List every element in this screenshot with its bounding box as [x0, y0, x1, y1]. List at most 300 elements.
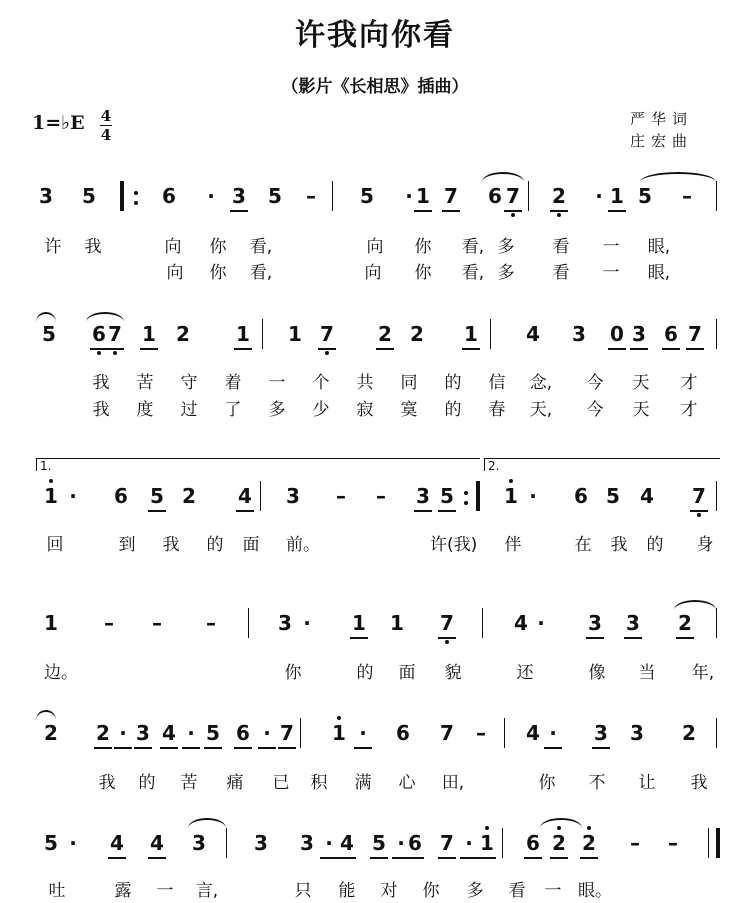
- lyric-syllable: 天: [632, 400, 650, 420]
- lyric-syllable: 一: [602, 237, 620, 257]
- lyric-syllable: 你: [209, 263, 227, 283]
- note: 7: [440, 185, 462, 207]
- note: 3: [286, 484, 300, 508]
- underline: [524, 857, 542, 859]
- note: 6: [114, 484, 128, 508]
- lyric-syllable: 的: [206, 535, 224, 555]
- lyric-syllable: 我: [98, 773, 116, 793]
- barline: [716, 608, 717, 638]
- note: 2: [674, 612, 696, 634]
- underline: [350, 637, 368, 639]
- high-octave-dot: [509, 479, 513, 483]
- lyric-syllable: 看: [552, 263, 570, 283]
- note: 1: [44, 611, 58, 635]
- lyric-syllable: 能: [338, 881, 356, 901]
- note: 0: [606, 323, 628, 345]
- lyric-syllable: 你: [414, 263, 432, 283]
- lyric-syllable: 你: [422, 881, 440, 901]
- lyric-syllable: 了: [224, 400, 242, 420]
- underline: [258, 747, 276, 749]
- note: 7: [440, 721, 454, 745]
- tie-slur: [36, 710, 56, 720]
- note: 7: [688, 485, 710, 507]
- note: 6: [396, 721, 410, 745]
- note: 3: [584, 612, 606, 634]
- note: ·: [318, 832, 340, 854]
- lyric-syllable: 你: [284, 663, 302, 683]
- lyric-syllable: 我: [92, 400, 110, 420]
- note: 3: [590, 722, 612, 744]
- lyric-syllable: 的: [444, 373, 462, 393]
- lyric-syllable: 我: [92, 373, 110, 393]
- note: 6: [574, 484, 588, 508]
- note: 7: [276, 722, 298, 744]
- note: 1: [412, 185, 434, 207]
- lyric-syllable: 当: [638, 663, 656, 683]
- high-octave-dot: [49, 479, 53, 483]
- lyric-syllable: 痛: [226, 773, 244, 793]
- underline: [320, 857, 338, 859]
- tie-slur: [640, 172, 716, 182]
- note: ·: [529, 484, 537, 508]
- barline: [120, 181, 124, 211]
- lyric-syllable: 看,: [249, 263, 273, 283]
- note: 3: [572, 322, 586, 346]
- low-octave-dot: [113, 351, 117, 355]
- barline: [716, 319, 717, 349]
- lyric-syllable: 边。: [44, 663, 78, 683]
- note: 2: [410, 322, 424, 346]
- lyric-syllable: 同: [400, 373, 418, 393]
- note: ·: [595, 184, 603, 208]
- note: 6: [660, 323, 682, 345]
- note: 7: [436, 832, 458, 854]
- underline: [686, 348, 704, 350]
- note: 7: [104, 323, 126, 345]
- underline: [182, 747, 200, 749]
- note: –: [376, 484, 386, 508]
- note: 3: [412, 485, 434, 507]
- lyric-syllable: 苦: [136, 373, 154, 393]
- lyric-syllable: 天: [632, 373, 650, 393]
- lyric-syllable: 许: [44, 237, 62, 257]
- underline: [134, 747, 152, 749]
- lyric-syllable: 看: [508, 881, 526, 901]
- note: 6: [162, 184, 176, 208]
- note: 1: [460, 323, 482, 345]
- note: –: [668, 831, 678, 855]
- lyric-syllable: 才: [680, 400, 698, 420]
- lyric-syllable: 向: [164, 237, 182, 257]
- underline: [438, 857, 456, 859]
- note: 5: [44, 831, 58, 855]
- lyric-syllable: 过: [180, 400, 198, 420]
- time-denominator: 4: [100, 126, 112, 144]
- note: 5: [202, 722, 224, 744]
- note: 2: [176, 322, 190, 346]
- note: ·: [405, 184, 413, 208]
- note: 2: [548, 185, 570, 207]
- note: –: [682, 184, 692, 208]
- lyric-syllable: 信: [488, 373, 506, 393]
- note: 7: [684, 323, 706, 345]
- lyric-syllable: 苦: [180, 773, 198, 793]
- note: 1: [232, 323, 254, 345]
- lyric-syllable: 守: [180, 373, 198, 393]
- lyric-syllable: 面: [242, 535, 260, 555]
- note: ·: [458, 832, 480, 854]
- barline: [262, 319, 263, 349]
- note: 4: [526, 721, 540, 745]
- lyric-syllable: 我: [162, 535, 180, 555]
- lyric-syllable: 眼,: [647, 237, 671, 257]
- note: –: [206, 611, 216, 635]
- underline: [414, 510, 432, 512]
- lyric-syllable: 多: [497, 237, 515, 257]
- underline: [204, 747, 222, 749]
- lyric-syllable: 多: [497, 263, 515, 283]
- lyric-syllable: 你: [209, 237, 227, 257]
- lyric-syllable: 念,: [529, 373, 553, 393]
- underline: [462, 348, 480, 350]
- tie-slur: [540, 818, 582, 828]
- note: 3: [622, 612, 644, 634]
- lyric-syllable: 一: [602, 263, 620, 283]
- note: 5: [436, 485, 458, 507]
- barline: [332, 181, 333, 211]
- barline: [476, 481, 480, 511]
- underline: [160, 747, 178, 749]
- high-octave-dot: [337, 716, 341, 720]
- note: 4: [526, 322, 540, 346]
- note: 3: [39, 184, 53, 208]
- note: 1: [40, 485, 62, 507]
- barline: [716, 718, 717, 748]
- note: ·: [112, 722, 134, 744]
- barline: [260, 481, 261, 511]
- note: 3: [192, 831, 206, 855]
- note: ·: [180, 722, 202, 744]
- lyric-syllable: 心: [398, 773, 416, 793]
- key-signature: 1=♭E: [32, 112, 85, 134]
- underline: [140, 348, 158, 350]
- lyric-syllable: 一: [544, 881, 562, 901]
- barline: [528, 181, 529, 211]
- note: 5: [606, 484, 620, 508]
- note: –: [476, 721, 486, 745]
- note: 5: [82, 184, 96, 208]
- note: 7: [502, 185, 524, 207]
- note: 4: [146, 832, 168, 854]
- note: 5: [638, 184, 652, 208]
- note: 5: [42, 322, 56, 346]
- lyric-syllable: 对: [380, 881, 398, 901]
- underline: [438, 510, 456, 512]
- repeat-dots: [134, 185, 138, 209]
- underline: [148, 857, 166, 859]
- underline: [230, 210, 248, 212]
- note: 6: [404, 832, 426, 854]
- time-signature: [100, 108, 112, 143]
- note: 4: [106, 832, 128, 854]
- lyric-syllable: 一: [268, 373, 286, 393]
- underline: [608, 348, 626, 350]
- note: 2: [374, 323, 396, 345]
- note: 5: [146, 485, 168, 507]
- note: 3: [630, 721, 644, 745]
- high-octave-dot: [587, 826, 591, 830]
- lyric-syllable: 一: [156, 881, 174, 901]
- lyric-syllable: 着: [224, 373, 242, 393]
- note: –: [104, 611, 114, 635]
- lyric-syllable: 看,: [249, 237, 273, 257]
- first-ending: 1.: [36, 458, 480, 471]
- note: ·: [69, 484, 77, 508]
- lyric-syllable: 你: [414, 237, 432, 257]
- lyric-syllable: 眼。: [578, 881, 612, 901]
- note: 5: [360, 184, 374, 208]
- low-octave-dot: [325, 351, 329, 355]
- note: –: [306, 184, 316, 208]
- lyric-syllable: 我: [610, 535, 628, 555]
- underline: [148, 510, 166, 512]
- barline: [716, 181, 717, 211]
- note: 2: [578, 832, 600, 854]
- note: ·: [207, 184, 215, 208]
- note: ·: [69, 831, 77, 855]
- lyric-syllable: 前。: [286, 535, 320, 555]
- note: ·: [303, 611, 311, 635]
- underline: [630, 348, 648, 350]
- underline: [550, 857, 568, 859]
- tie-slur: [36, 312, 56, 322]
- underline: [376, 348, 394, 350]
- high-octave-dot: [485, 826, 489, 830]
- lyric-syllable: 已: [272, 773, 290, 793]
- lyricist-credit: 严华词: [630, 110, 694, 128]
- underline: [106, 348, 124, 350]
- lyric-syllable: 的: [138, 773, 156, 793]
- note: 4: [336, 832, 358, 854]
- tie-slur: [674, 600, 716, 610]
- tie-slur: [86, 312, 124, 322]
- underline: [592, 747, 610, 749]
- note: 2: [92, 722, 114, 744]
- lyric-syllable: 露: [114, 881, 132, 901]
- repeat-dots: [464, 485, 468, 509]
- note: –: [630, 831, 640, 855]
- underline: [108, 857, 126, 859]
- lyric-syllable: 向: [364, 263, 382, 283]
- note: 3: [300, 831, 314, 855]
- note: –: [152, 611, 162, 635]
- lyric-syllable: 春: [488, 400, 506, 420]
- note: 1: [390, 611, 404, 635]
- lyric-syllable: 向: [166, 263, 184, 283]
- note: 4: [234, 485, 256, 507]
- underline: [676, 637, 694, 639]
- tie-slur: [482, 172, 524, 182]
- note: ·: [352, 722, 374, 744]
- note: 2: [682, 721, 696, 745]
- note: –: [336, 484, 346, 508]
- lyric-syllable: 我: [690, 773, 708, 793]
- lyric-syllable: 天,: [529, 400, 553, 420]
- note: 2: [182, 484, 196, 508]
- lyric-syllable: 满: [354, 773, 372, 793]
- tie-slur: [188, 818, 226, 828]
- lyric-syllable: 面: [398, 663, 416, 683]
- lyric-syllable: 言,: [195, 881, 219, 901]
- note: 1: [348, 612, 370, 634]
- second-ending: 2.: [484, 458, 720, 471]
- composer-credit: 庄宏曲: [630, 132, 694, 150]
- lyric-syllable: 不: [588, 773, 606, 793]
- lyric-syllable: 积: [310, 773, 328, 793]
- lyric-syllable: 身: [696, 535, 714, 555]
- underline: [414, 210, 432, 212]
- note: 1: [476, 832, 498, 854]
- barline: [502, 828, 503, 858]
- note: 6: [488, 184, 502, 208]
- lyric-syllable: 看: [552, 237, 570, 257]
- note: 5: [368, 832, 390, 854]
- note: ·: [542, 722, 564, 744]
- underline: [318, 348, 336, 350]
- note: 3: [628, 323, 650, 345]
- lyric-syllable: 向: [366, 237, 384, 257]
- barline: [300, 718, 301, 748]
- low-octave-dot: [511, 213, 515, 217]
- lyric-syllable: 田,: [441, 773, 465, 793]
- underline: [236, 510, 254, 512]
- barline: [716, 481, 717, 511]
- note: 1: [500, 485, 522, 507]
- lyric-syllable: 看,: [461, 237, 485, 257]
- note: 4: [514, 611, 528, 635]
- low-octave-dot: [697, 513, 701, 517]
- lyric-syllable: 寂: [356, 400, 374, 420]
- lyric-syllable: 貌: [444, 663, 462, 683]
- underline: [690, 510, 708, 512]
- song-title: 许我向你看: [295, 18, 455, 53]
- low-octave-dot: [97, 351, 101, 355]
- barline: [490, 319, 491, 349]
- lyric-syllable: 吐: [48, 881, 66, 901]
- lyric-syllable: 度: [136, 400, 154, 420]
- note: 3: [278, 611, 292, 635]
- underline: [234, 348, 252, 350]
- underline: [278, 747, 296, 749]
- underline: [478, 857, 496, 859]
- note: ·: [537, 611, 545, 635]
- lyric-syllable: 眼,: [647, 263, 671, 283]
- barline: [226, 828, 227, 858]
- underline: [442, 210, 460, 212]
- lyric-syllable: 的: [444, 400, 462, 420]
- underline: [544, 747, 562, 749]
- lyric-syllable: 像: [588, 663, 606, 683]
- lyric-syllable: 回: [46, 535, 64, 555]
- lyric-syllable: 个: [312, 373, 330, 393]
- lyric-syllable: 看,: [461, 263, 485, 283]
- lyric-syllable: 才: [680, 373, 698, 393]
- note: 2: [44, 721, 58, 745]
- underline: [460, 857, 478, 859]
- note: 1: [328, 722, 350, 744]
- lyric-syllable: 在: [574, 535, 592, 555]
- note: 6: [232, 722, 254, 744]
- underline: [406, 857, 424, 859]
- barline: [716, 828, 720, 858]
- note: 4: [158, 722, 180, 744]
- lyric-syllable: 伴: [504, 535, 522, 555]
- note: 7: [316, 323, 338, 345]
- lyric-syllable: 只: [294, 881, 312, 901]
- low-octave-dot: [445, 640, 449, 644]
- underline: [624, 637, 642, 639]
- underline: [338, 857, 356, 859]
- underline: [94, 747, 112, 749]
- time-numerator: 4: [100, 107, 112, 125]
- lyric-syllable: 多: [268, 400, 286, 420]
- note: 3: [228, 185, 250, 207]
- underline: [580, 857, 598, 859]
- underline: [586, 637, 604, 639]
- note: 6: [88, 323, 110, 345]
- note: 1: [288, 322, 302, 346]
- barline: [708, 828, 709, 858]
- lyric-syllable: 你: [538, 773, 556, 793]
- lyric-syllable: 许(我): [430, 535, 478, 555]
- barline: [482, 608, 483, 638]
- lyric-syllable: 年,: [691, 663, 715, 683]
- underline: [504, 210, 522, 212]
- lyric-syllable: 的: [646, 535, 664, 555]
- note: 6: [522, 832, 544, 854]
- lyric-syllable: 的: [356, 663, 374, 683]
- underline: [114, 747, 132, 749]
- lyric-syllable: 今: [586, 373, 604, 393]
- note: 1: [138, 323, 160, 345]
- lyric-syllable: 少: [312, 400, 330, 420]
- note: 2: [548, 832, 570, 854]
- note: ·: [390, 832, 412, 854]
- lyric-syllable: 还: [516, 663, 534, 683]
- underline: [354, 747, 372, 749]
- note: 1: [606, 185, 628, 207]
- lyric-syllable: 寞: [400, 400, 418, 420]
- song-subtitle: （影片《长相思》插曲）: [281, 77, 469, 97]
- lyric-syllable: 今: [586, 400, 604, 420]
- note: 5: [268, 184, 282, 208]
- note: 7: [436, 612, 458, 634]
- underline: [438, 637, 456, 639]
- barline: [504, 718, 505, 748]
- lyric-syllable: 共: [356, 373, 374, 393]
- note: 3: [254, 831, 268, 855]
- lyric-syllable: 多: [466, 881, 484, 901]
- lyric-syllable: 让: [638, 773, 656, 793]
- note: 3: [132, 722, 154, 744]
- lyric-syllable: 到: [118, 535, 136, 555]
- underline: [234, 747, 252, 749]
- underline: [608, 210, 626, 212]
- lyric-syllable: 我: [84, 237, 102, 257]
- underline: [662, 348, 680, 350]
- note: 4: [640, 484, 654, 508]
- underline: [370, 857, 388, 859]
